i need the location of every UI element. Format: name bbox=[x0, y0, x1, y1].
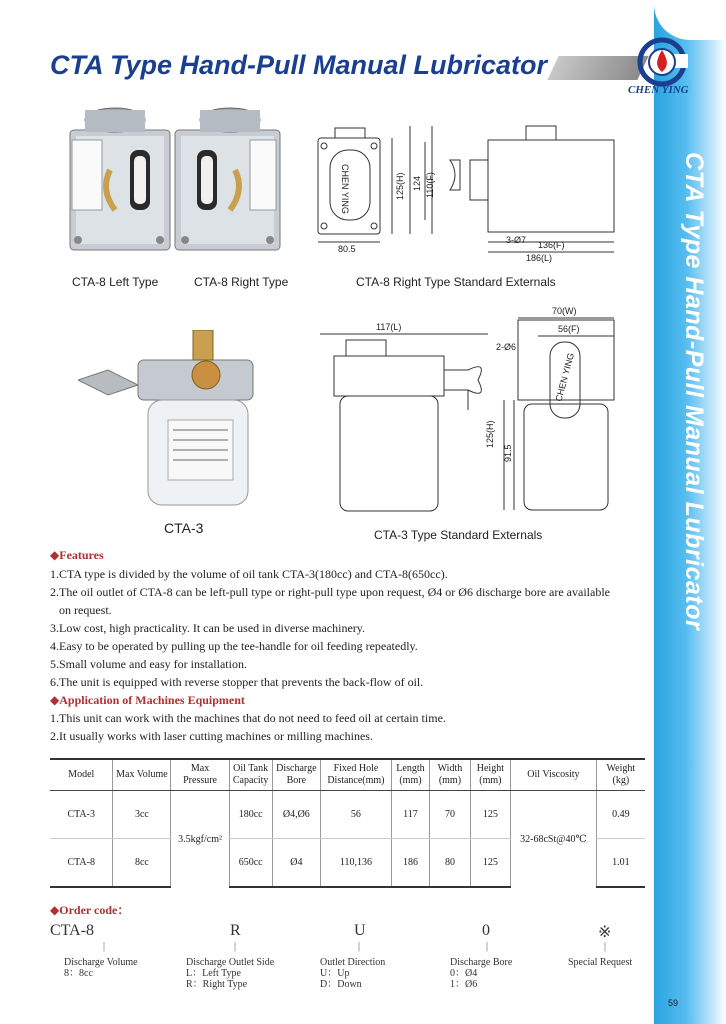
th-oil-tank: Oil Tank Capacity bbox=[229, 759, 272, 791]
cell-max-volume: 3cc bbox=[113, 791, 171, 839]
th-max-volume: Max Volume bbox=[113, 759, 171, 791]
th-fixed-hole: Fixed Hole Distance(mm) bbox=[321, 759, 391, 791]
application-item: 2.It usually works with laser cutting machines or milling machines. bbox=[50, 729, 373, 743]
cta3-external-drawing bbox=[318, 300, 638, 520]
dim-80-5: 80.5 bbox=[338, 244, 356, 254]
cell-model: CTA-8 bbox=[50, 839, 113, 888]
cta3-caption: CTA-3 bbox=[164, 520, 204, 536]
feature-item: 3.Low cost, high practicality. It can be used in diverse machinery. bbox=[50, 621, 366, 635]
brand-name: CHEN YING bbox=[628, 84, 689, 96]
cell-width: 70 bbox=[430, 791, 470, 839]
cta3-label: CHEN YING bbox=[553, 351, 577, 403]
side-title: CTA Type Hand-Pull Manual Lubricator bbox=[680, 152, 708, 631]
dim-186l: 186(L) bbox=[526, 253, 553, 263]
th-width: Width (mm) bbox=[430, 759, 470, 791]
cell-length: 186 bbox=[391, 839, 430, 888]
th-discharge-bore: Discharge Bore bbox=[272, 759, 321, 791]
features-heading: ◆Features bbox=[50, 548, 104, 562]
cell-weight: 0.49 bbox=[596, 791, 645, 839]
th-max-pressure: Max Pressure bbox=[171, 759, 229, 791]
cta8-right-photo bbox=[165, 100, 295, 260]
tick-mark: | bbox=[486, 941, 489, 952]
feature-item: on request. bbox=[50, 603, 112, 617]
cell-bore: Ø4,Ø6 bbox=[272, 791, 321, 839]
feature-item: 2.The oil outlet of CTA-8 can be left-pull type or right-pull type upon request, Ø4 or Ø6 discharge bore are available bbox=[50, 585, 610, 599]
feature-item: 1.CTA type is divided by the volume of oil tank CTA-3(180cc) and CTA-8(650cc). bbox=[50, 567, 448, 581]
page-number: 59 bbox=[668, 998, 679, 1008]
tick-mark: | bbox=[604, 941, 607, 952]
order-part-direction: U bbox=[354, 922, 366, 939]
feature-item: 5.Small volume and easy for installation. bbox=[50, 657, 247, 671]
dim-125h-cta3: 125(H) bbox=[485, 420, 495, 448]
th-oil-viscosity: Oil Viscosity bbox=[511, 759, 597, 791]
cta8-left-caption: CTA-8 Left Type bbox=[72, 275, 159, 289]
th-height: Height (mm) bbox=[470, 759, 510, 791]
order-special-request: Special Request bbox=[568, 957, 633, 968]
cell-pressure: 3.5kgf/cm² bbox=[171, 791, 229, 888]
feature-item: 4.Easy to be operated by pulling up the tee-handle for oil feeding repeatedly. bbox=[50, 639, 418, 653]
order-outlet-direction: Outlet Direction U：Up D：Down bbox=[320, 957, 386, 990]
cta8-ext-caption: CTA-8 Right Type Standard Externals bbox=[356, 275, 556, 289]
table-row bbox=[50, 791, 645, 839]
dim-3phi7: 3-Ø7 bbox=[506, 235, 527, 245]
order-part-model: CTA-8 bbox=[50, 922, 95, 939]
order-discharge-bore: Discharge Bore 0：Ø4 1：Ø6 bbox=[450, 957, 513, 990]
cell-viscosity: 32-68cSt@40℃ bbox=[511, 791, 597, 888]
cta8-external-drawing bbox=[310, 120, 640, 270]
order-part-side: R bbox=[230, 922, 241, 939]
cell-height: 125 bbox=[470, 791, 510, 839]
tick-mark: | bbox=[103, 941, 106, 952]
th-length: Length (mm) bbox=[391, 759, 430, 791]
title-bar-decoration bbox=[547, 56, 648, 80]
dim-56f: 56(F) bbox=[558, 324, 580, 334]
cell-capacity: 650cc bbox=[229, 839, 272, 888]
th-model: Model bbox=[50, 759, 113, 791]
cta8-right-caption: CTA-8 Right Type bbox=[194, 275, 289, 289]
order-discharge-volume: Discharge Volume 8：8cc bbox=[64, 957, 138, 979]
dim-70w: 70(W) bbox=[552, 306, 577, 316]
cell-capacity: 180cc bbox=[229, 791, 272, 839]
tick-mark: | bbox=[234, 941, 237, 952]
page-title: CTA Type Hand-Pull Manual Lubricator bbox=[50, 50, 548, 80]
cta3-ext-caption: CTA-3 Type Standard Externals bbox=[374, 528, 543, 542]
cell-height: 125 bbox=[470, 839, 510, 888]
dim-110f: 110(F) bbox=[425, 172, 435, 198]
cta3-photo bbox=[78, 330, 268, 515]
cell-model: CTA-3 bbox=[50, 791, 113, 839]
application-item: 1.This unit can work with the machines that do not need to feed oil at certain time. bbox=[50, 711, 446, 725]
order-part-bore: 0 bbox=[482, 922, 490, 939]
dim-124: 124 bbox=[412, 175, 422, 191]
dim-91-5: 91.5 bbox=[503, 444, 513, 462]
th-weight: Weight (kg) bbox=[596, 759, 645, 791]
cell-weight: 1.01 bbox=[596, 839, 645, 888]
application-heading: ◆Application of Machines Equipment bbox=[50, 693, 245, 707]
dim-2phi6: 2-Ø6 bbox=[496, 342, 517, 352]
dim-125h: 125(H) bbox=[395, 172, 405, 200]
dim-136f: 136(F) bbox=[538, 240, 565, 250]
dim-117l: 117(L) bbox=[376, 322, 402, 332]
cell-bore: Ø4 bbox=[272, 839, 321, 888]
order-outlet-side: Discharge Outlet Side L：Left Type R：Right Type bbox=[186, 957, 275, 990]
order-part-special: ※ bbox=[598, 924, 612, 941]
spec-table bbox=[50, 758, 645, 888]
cta8-left-photo bbox=[60, 100, 180, 260]
cell-width: 80 bbox=[430, 839, 470, 888]
order-code-heading: ◆Order code： bbox=[50, 903, 130, 917]
cell-length: 117 bbox=[391, 791, 430, 839]
feature-item: 6.The unit is equipped with reverse stopper that prevents the back-flow of oil. bbox=[50, 675, 424, 689]
cell-fixed-hole: 110,136 bbox=[321, 839, 391, 888]
tick-mark: | bbox=[358, 941, 361, 952]
cell-fixed-hole: 56 bbox=[321, 791, 391, 839]
chen-ying-logo bbox=[636, 36, 688, 88]
cta8-label: CHEN YING bbox=[340, 164, 350, 214]
cell-max-volume: 8cc bbox=[113, 839, 171, 888]
